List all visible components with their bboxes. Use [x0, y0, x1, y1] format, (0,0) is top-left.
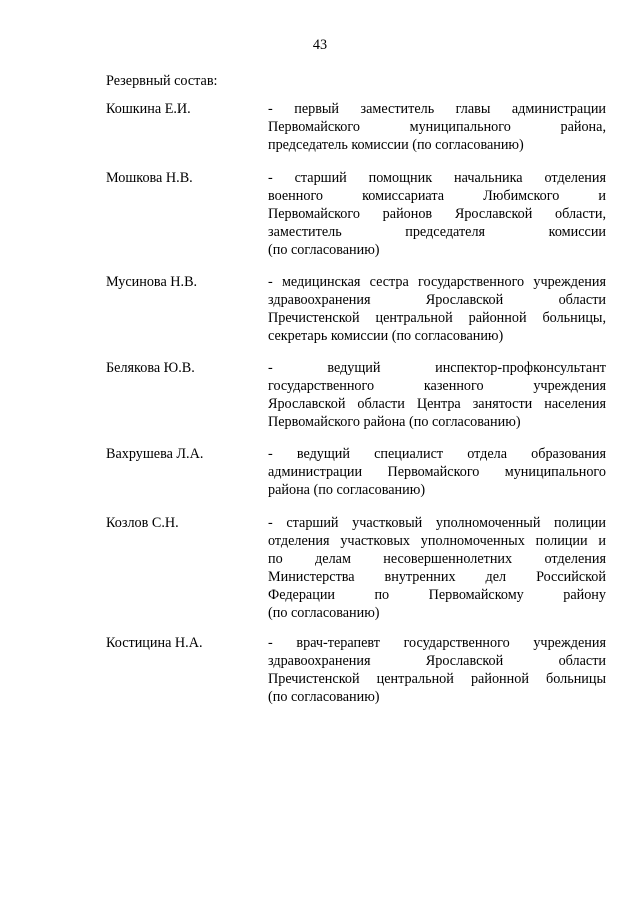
role-line: по делам несовершеннолетних отделения: [268, 551, 606, 568]
member-role: [268, 273, 606, 345]
role-line: района (по согласованию): [268, 482, 426, 499]
role-line: здравоохранения Ярославской области: [268, 653, 606, 670]
role-line: - старший участковый уполномоченный полиции: [268, 515, 606, 531]
role-line: председатель комиссии (по согласованию): [268, 137, 524, 154]
role-line: государственного казенного учреждения: [268, 378, 606, 395]
member-role: [268, 169, 606, 259]
member-role: [268, 359, 606, 431]
role-line: Первомайского района (по согласованию): [268, 414, 521, 431]
member-name: Мусинова Н.В.: [106, 274, 198, 290]
role-line: - врач-терапевт государственного учреждения: [268, 635, 606, 651]
role-line: секретарь комиссии (по согласованию): [268, 328, 504, 345]
page-number: 43: [312, 37, 328, 53]
member-name: Кошкина Е.И.: [106, 101, 191, 117]
role-line: Ярославской области Центра занятости населения: [268, 396, 606, 413]
member-name: Вахрушева Л.А.: [106, 446, 204, 462]
role-line: - ведущий инспектор-профконсультант: [268, 360, 606, 376]
role-line: - старший помощник начальника отделения: [268, 170, 606, 186]
member-role: [268, 445, 606, 499]
role-line: здравоохранения Ярославской области: [268, 292, 606, 309]
role-line: (по согласованию): [268, 689, 380, 706]
role-line: Министерства внутренних дел Российской: [268, 569, 606, 586]
role-line: - первый заместитель главы администрации: [268, 101, 606, 117]
role-line: (по согласованию): [268, 242, 380, 259]
role-line: отделения участковых уполномоченных полиции и: [268, 533, 606, 550]
member-role: [268, 514, 606, 623]
role-line: - ведущий специалист отдела образования: [268, 446, 606, 462]
role-line: - медицинская сестра государственного учреждения: [268, 274, 606, 290]
member-name: Козлов С.Н.: [106, 515, 179, 531]
role-line: Первомайского муниципального района,: [268, 119, 606, 136]
role-line: военного комиссариата Любимского и: [268, 188, 606, 205]
member-name: Костицина Н.А.: [106, 635, 203, 651]
role-line: заместитель председателя комиссии: [268, 224, 606, 241]
member-role: [268, 100, 606, 154]
member-role: [268, 634, 606, 706]
role-line: Пречистенской центральной районной больницы: [268, 671, 606, 688]
role-line: Первомайского районов Ярославской области,: [268, 206, 606, 223]
member-name: Белякова Ю.В.: [106, 360, 195, 376]
member-name: Мошкова Н.В.: [106, 170, 193, 186]
role-line: администрации Первомайского муниципального: [268, 464, 606, 481]
role-line: Пречистенской центральной районной больницы,: [268, 310, 606, 327]
section-title: Резервный состав:: [106, 73, 218, 89]
role-line: (по согласованию): [268, 605, 380, 622]
role-line: Федерации по Первомайскому району: [268, 587, 606, 604]
